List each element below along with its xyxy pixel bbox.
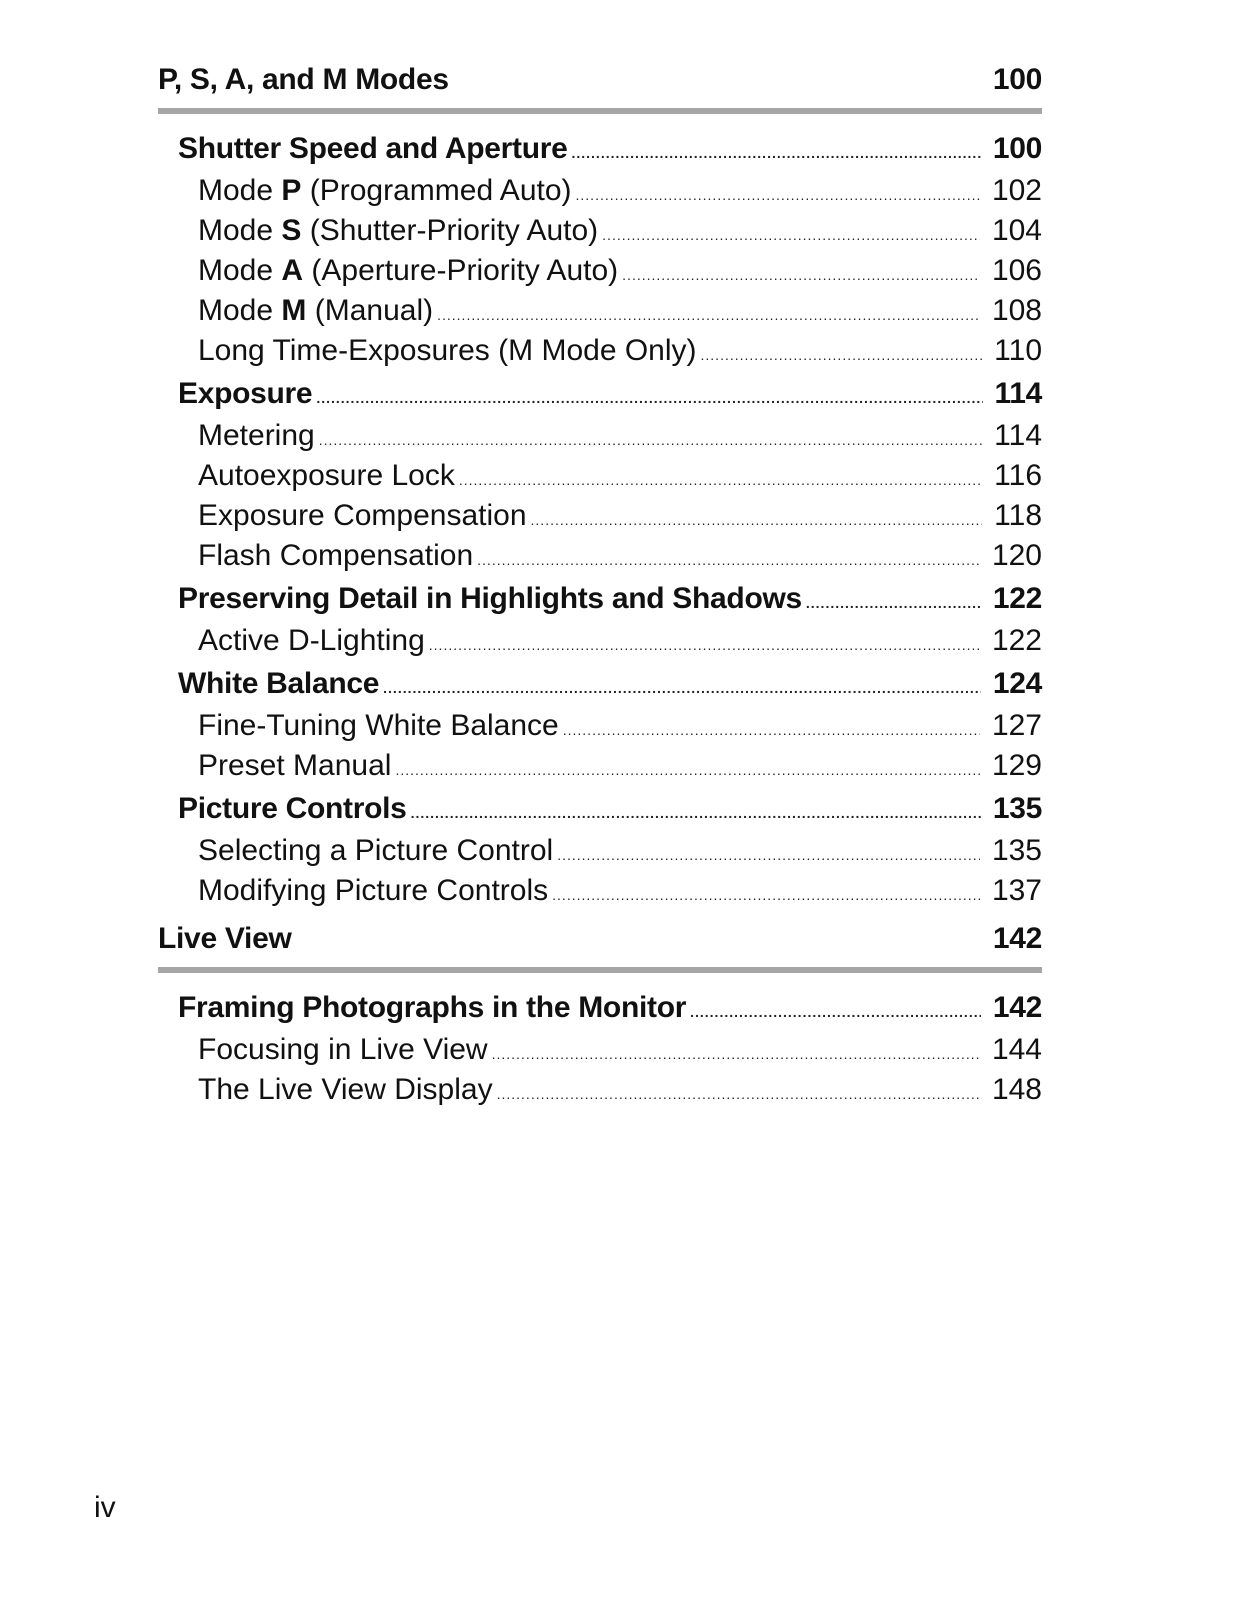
toc-section [158,917,1042,1110]
dot-leader [316,371,982,421]
entry-label [198,416,315,456]
entry-page-number: 114 [994,419,1042,452]
entry-label [198,706,559,746]
toc-entry-level1[interactable] [158,371,1042,416]
label-text: Mode [198,214,282,247]
entry-page-number: 114 [994,377,1042,410]
toc-entry-level2[interactable] [158,1030,1042,1070]
entry-page-number: 129 [991,749,1042,782]
toc-entry-level2[interactable] [158,171,1042,211]
entry-label: Exposure [178,377,313,410]
label-text: Active D-Lighting [198,624,425,657]
entry-label: Framing Photographs in the Monitor [178,991,687,1024]
label-text: Exposure Compensation [198,499,527,532]
entry-page-number: 127 [991,709,1042,742]
entry-page-number: 108 [991,294,1042,327]
dot-leader [411,786,981,836]
label-text-suffix: (Shutter-Priority Auto) [301,214,599,247]
label-text-suffix: (Manual) [306,294,434,327]
label-text: Mode [198,294,282,327]
entry-label: Preserving Detail in Highlights and Shadows [178,582,802,615]
dot-leader [806,576,981,626]
entry-page-number: 116 [994,459,1042,492]
entry-page-number: 110 [994,334,1042,367]
toc-entry-level1[interactable] [158,786,1042,831]
entry-label [198,831,553,871]
toc-entry-level1[interactable] [158,126,1042,171]
mode-letter: A [281,254,304,287]
dot-leader [383,661,981,711]
dot-leader [571,126,980,176]
label-text-suffix: (Aperture-Priority Auto) [303,254,619,287]
toc-entry-level2[interactable] [158,496,1042,536]
entry-label [198,1070,493,1110]
entry-label [198,331,697,371]
entry-page-number: 124 [992,667,1042,700]
entry-label [198,536,473,576]
entry-label [198,621,425,661]
section-heading [158,58,1042,102]
section-title: Live View [158,922,292,955]
dot-leader [602,211,980,255]
dot-leader [557,831,980,875]
dot-leader [459,456,982,500]
label-text: Mode [198,174,282,207]
entry-label [198,1030,488,1070]
dot-leader [437,291,980,335]
toc-entry-level2[interactable] [158,831,1042,871]
entry-label [198,211,598,251]
dot-leader [492,1030,980,1074]
label-text: Flash Compensation [198,539,474,572]
toc-entry-level2[interactable] [158,621,1042,661]
label-text: Fine-Tuning White Balance [198,709,559,742]
label-text: Autoexposure Lock [198,459,455,492]
dot-leader [622,251,980,295]
label-text: The Live View Display [198,1073,493,1106]
dot-leader [395,746,980,790]
entry-label [198,456,455,496]
toc-section [158,58,1042,911]
entry-label: Picture Controls [178,792,407,825]
entry-page-number: 142 [992,991,1042,1024]
entry-page-number: 120 [991,539,1042,572]
page-number-folio: iv [94,1491,116,1524]
entry-label [198,251,618,291]
label-text: Selecting a Picture Control [198,834,554,867]
entry-page-number: 102 [991,174,1042,207]
dot-leader [429,621,980,665]
toc-entry-level2[interactable] [158,536,1042,576]
toc-entry-level2[interactable] [158,331,1042,371]
entry-label [198,171,572,211]
label-text: Preset Manual [198,749,392,782]
label-text: Long Time-Exposures (M Mode Only) [198,334,697,367]
dot-leader [477,536,980,580]
section-title: P, S, A, and M Modes [158,63,449,96]
section-rule [158,108,1042,114]
entry-label [198,871,548,911]
entry-page-number: 137 [991,874,1042,907]
label-text: Metering [198,419,315,452]
toc-entry-level2[interactable] [158,746,1042,786]
dot-leader [690,985,981,1035]
dot-leader [576,171,980,215]
dot-leader [531,496,983,540]
section-page-number: 100 [992,63,1042,96]
label-text-suffix: (Programmed Auto) [301,174,572,207]
section-rule [158,967,1042,973]
label-text: Modifying Picture Controls [198,874,549,907]
section-page-number: 142 [992,922,1042,955]
toc-entry-level2[interactable] [158,211,1042,251]
toc-entry-level2[interactable] [158,1070,1042,1110]
dot-leader [319,416,982,460]
section-heading [158,917,1042,961]
table-of-contents [158,58,1042,1116]
label-text: Mode [198,254,282,287]
toc-entry-level2[interactable] [158,706,1042,746]
entry-label [198,496,527,536]
dot-leader [552,871,980,915]
toc-entry-level2[interactable] [158,291,1042,331]
toc-entry-level2[interactable] [158,456,1042,496]
entry-page-number: 104 [991,214,1042,247]
entry-page-number: 144 [991,1033,1042,1066]
dot-leader [701,331,983,375]
entry-label: Shutter Speed and Aperture [178,132,568,165]
toc-entry-level2[interactable] [158,416,1042,456]
entry-page-number: 100 [992,132,1042,165]
mode-letter: P [281,174,302,207]
entry-page-number: 106 [991,254,1042,287]
dot-leader [563,706,980,750]
toc-entry-level1[interactable] [158,985,1042,1030]
entry-label [198,291,433,331]
toc-entry-level2[interactable] [158,251,1042,291]
entry-page-number: 122 [992,582,1042,615]
entry-page-number: 148 [991,1073,1042,1106]
entry-page-number: 122 [991,624,1042,657]
toc-entry-level1[interactable] [158,576,1042,621]
dot-leader [497,1070,980,1114]
entry-label: White Balance [178,667,380,700]
entry-page-number: 118 [994,499,1042,532]
entry-page-number: 135 [991,834,1042,867]
entry-page-number: 135 [992,792,1042,825]
toc-entry-level2[interactable] [158,871,1042,911]
mode-letter: M [281,294,307,327]
mode-letter: S [281,214,302,247]
label-text: Focusing in Live View [198,1033,488,1066]
entry-label [198,746,391,786]
toc-entry-level1[interactable] [158,661,1042,706]
